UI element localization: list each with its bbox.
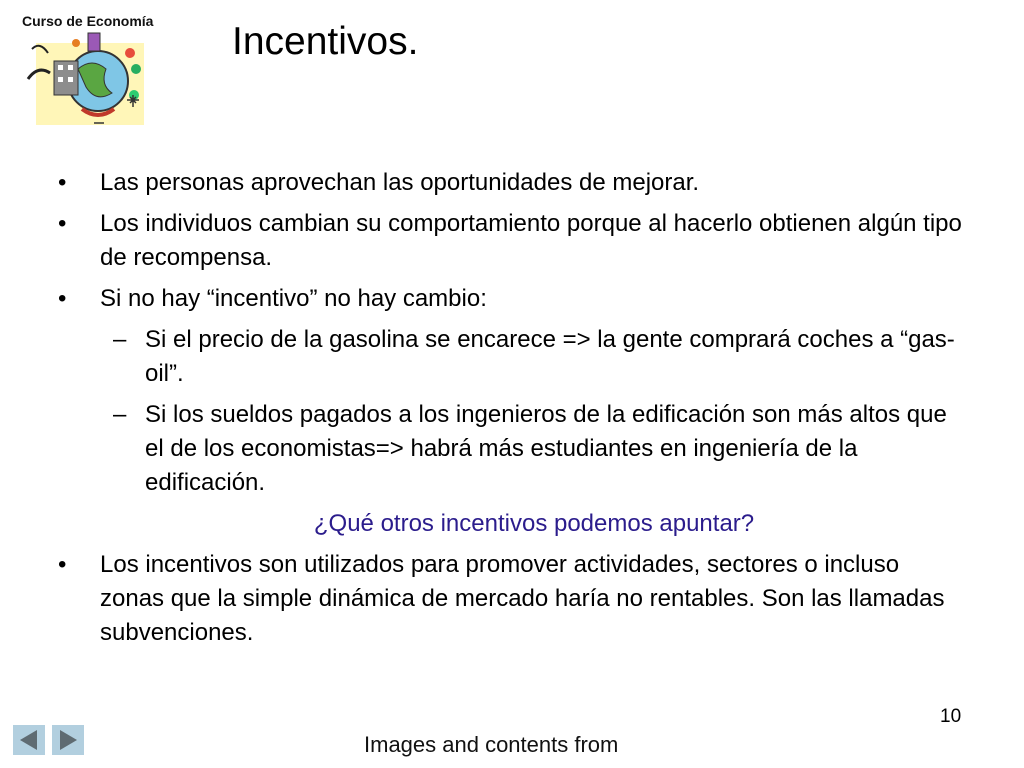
previous-slide-button[interactable]: [13, 725, 45, 755]
discussion-question: ¿Qué otros incentivos podemos apuntar?: [313, 510, 755, 537]
next-slide-button[interactable]: [52, 725, 84, 755]
bullet-text: Los incentivos son utilizados para promover actividades, sectores o incluso zonas que la simple dinámica de mercado haría no rentables. Son las llamadas subvenciones.: [100, 551, 945, 646]
slide-content: [58, 166, 968, 657]
bullet-item: [58, 207, 968, 275]
triangle-left-icon: [13, 725, 45, 755]
sub-bullet-text: Si el precio de la gasolina se encarece => la gente comprará coches a “gas-oil”.: [145, 326, 955, 387]
bullet-text: Las personas aprovechan las oportunidades de mejorar.: [100, 169, 700, 196]
page-number: 10: [940, 706, 962, 727]
bullet-marker: •: [58, 169, 67, 196]
course-name: Curso de Economía: [22, 13, 154, 29]
footer-credit: Images and contents from: [364, 732, 619, 757]
bullet-item: [58, 548, 968, 650]
bullet-marker: •: [58, 551, 67, 578]
bullet-marker: •: [58, 210, 67, 237]
bullet-text: Los individuos cambian su comportamiento porque al hacerlo obtienen algún tipo de recompensa.: [100, 210, 962, 271]
bullet-item: [58, 282, 968, 316]
slide-title: Incentivos.: [232, 20, 419, 63]
globe-clipart-icon: [18, 25, 158, 133]
bullet-text: Si no hay “incentivo” no hay cambio:: [100, 285, 487, 312]
sub-bullet-marker: –: [113, 326, 127, 353]
sub-bullet-item: [58, 398, 968, 500]
bullet-marker: •: [58, 285, 67, 312]
sub-bullet-text: Si los sueldos pagados a los ingenieros de la edificación son más altos que el de los economistas=> habrá más estudiantes en ingeniería de la edificación.: [145, 401, 947, 496]
sub-bullet-item: [58, 323, 968, 391]
bullet-item: [58, 166, 968, 200]
triangle-right-icon: [52, 725, 84, 755]
sub-bullet-marker: –: [113, 401, 127, 428]
